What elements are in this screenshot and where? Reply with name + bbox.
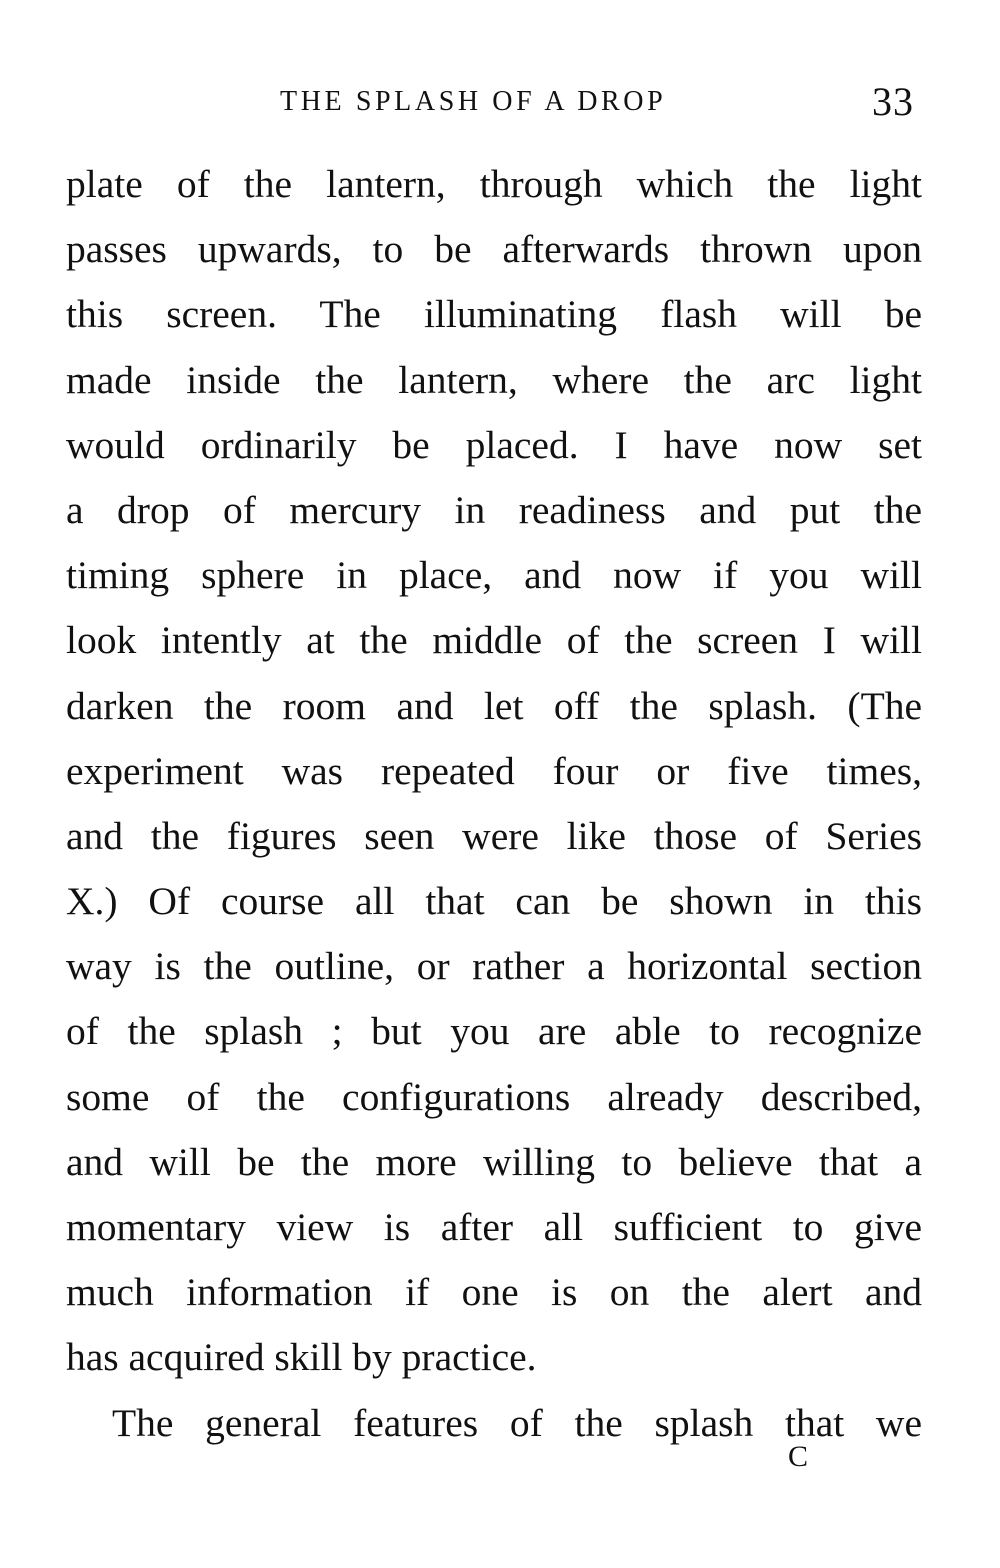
body-text [66,152,922,1456]
text-line: passes upwards, to be afterwards thrown upon [66,227,922,272]
text-line: much information if one is on the alert and [66,1270,922,1315]
text-line: plate of the lantern, through which the light [66,162,922,206]
signature-mark: C [788,1440,810,1473]
text-line: darken the room and let off the splash. (The [66,683,922,728]
running-title: THE SPLASH OF A DROP [280,86,667,117]
text-line: timing sphere in place, and now if you will [66,553,922,598]
text-line: experiment was repeated four or five times, [66,748,922,793]
text-line: of the splash ; but you are able to recognize [66,1009,922,1054]
text-line: and the figures seen were like those of Series [66,813,922,858]
text-line: momentary view is after all sufficient to give [66,1205,922,1249]
text-line: X.) Of course all that can be shown in this [66,879,922,924]
text-line: look intently at the middle of the screen I will [66,618,922,663]
paragraph-end-line: has acquired skill by practice. [66,1335,537,1380]
text-line: this screen. The illuminating flash will be [66,292,922,337]
paragraph-start-line: The general features of the splash that we [112,1400,922,1445]
text-line: would ordinarily be placed. I have now set [66,422,922,467]
running-head [0,79,1000,124]
text-line: a drop of mercury in readiness and put the [66,487,922,532]
text-line: made inside the lantern, where the arc light [66,357,922,402]
text-line: some of the configurations already described, [66,1074,922,1119]
text-line: and will be the more willing to believe that a [66,1139,922,1184]
page-number: 33 [872,79,914,124]
text-line: way is the outline, or rather a horizontal section [66,944,922,989]
